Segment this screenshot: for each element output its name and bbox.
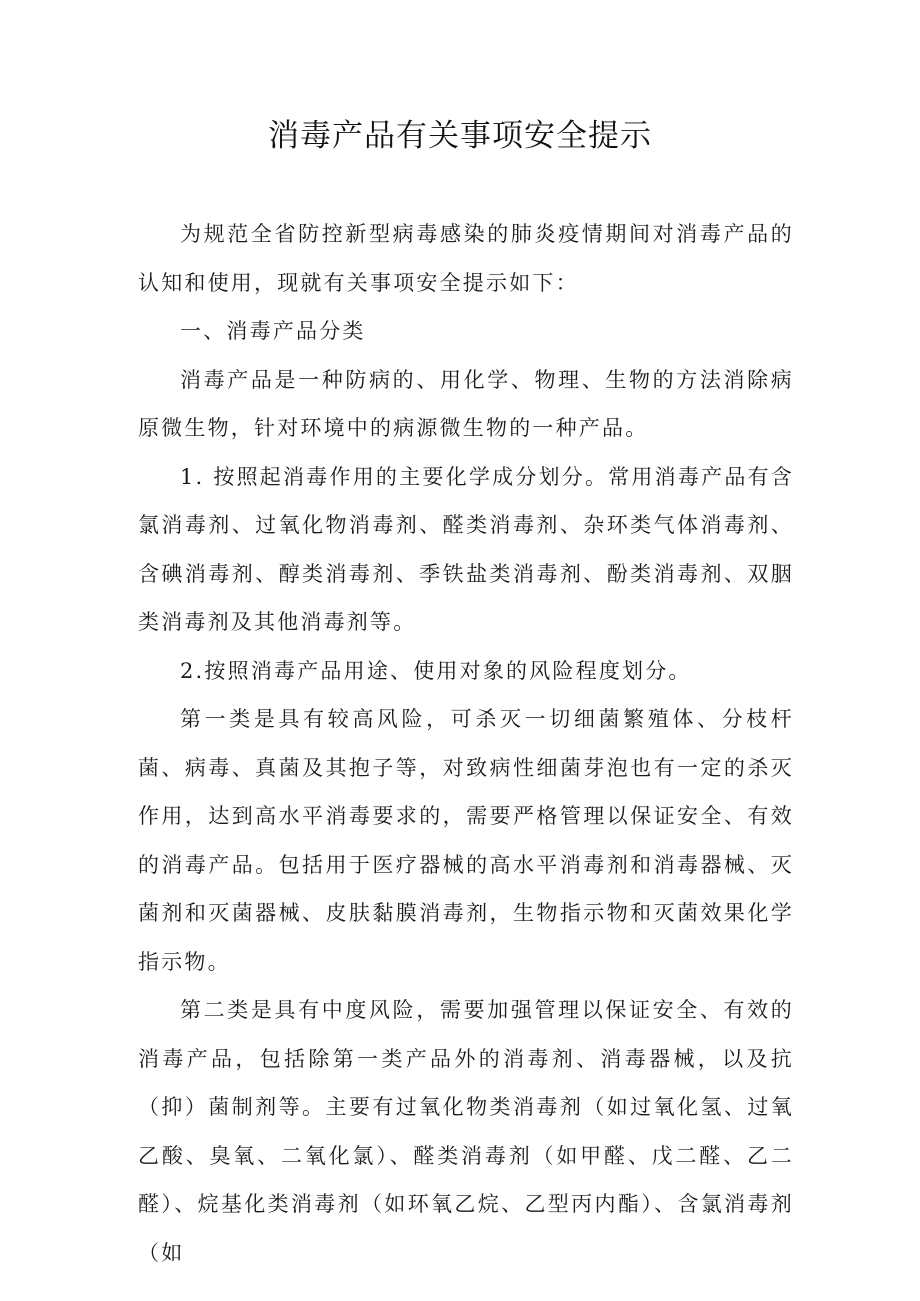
section-heading-classification: 一、消毒产品分类 [180,319,366,343]
document-body [138,210,794,1277]
paragraph-class-two: 第二类是具有中度风险，需要加强管理以保证安全、有效的消毒产品，包括除第一类产品外的消毒剂、消毒器械，以及抗（抑）菌制剂等。主要有过氧化物类消毒剂（如过氧化氢、过氧乙酸、臭氧、二氧化氯）、醛类消毒剂（如甲醛、戊二醛、乙二醛）、烷基化类消毒剂（如环氧乙烷、乙型丙内酯）、含氯消毒剂（如 [138,998,794,1265]
paragraph-class-one: 第一类是具有较高风险，可杀灭一切细菌繁殖体、分枝杆菌、病毒、真菌及其抱子等，对致病性细菌芽泡也有一定的杀灭作用，达到高水平消毒要求的，需要严格管理以保证安全、有效的消毒产品。包括用于医疗器械的高水平消毒剂和消毒器械、灭菌剂和灭菌器械、皮肤黏膜消毒剂，生物指示物和灭菌效果化学指示物。 [138,707,794,974]
paragraph-definition: 消毒产品是一种防病的、用化学、物理、生物的方法消除病原微生物，针对环境中的病源微生物的一种产品。 [138,367,794,440]
paragraph-by-chemical-component: 1. 按照起消毒作用的主要化学成分划分。常用消毒产品有含氯消毒剂、过氧化物消毒剂、醛类消毒剂、杂环类气体消毒剂、含碘消毒剂、醇类消毒剂、季铁盐类消毒剂、酚类消毒剂、双胭类消毒剂及其他消毒剂等。 [138,464,794,634]
paragraph-intro: 为规范全省防控新型病毒感染的肺炎疫情期间对消毒产品的认知和使用，现就有关事项安全提示如下： [138,222,794,295]
paragraph-by-risk-level: 2.按照消毒产品用途、使用对象的风险程度划分。 [180,658,692,683]
document-title: 消毒产品有关事项安全提示 [268,118,652,154]
